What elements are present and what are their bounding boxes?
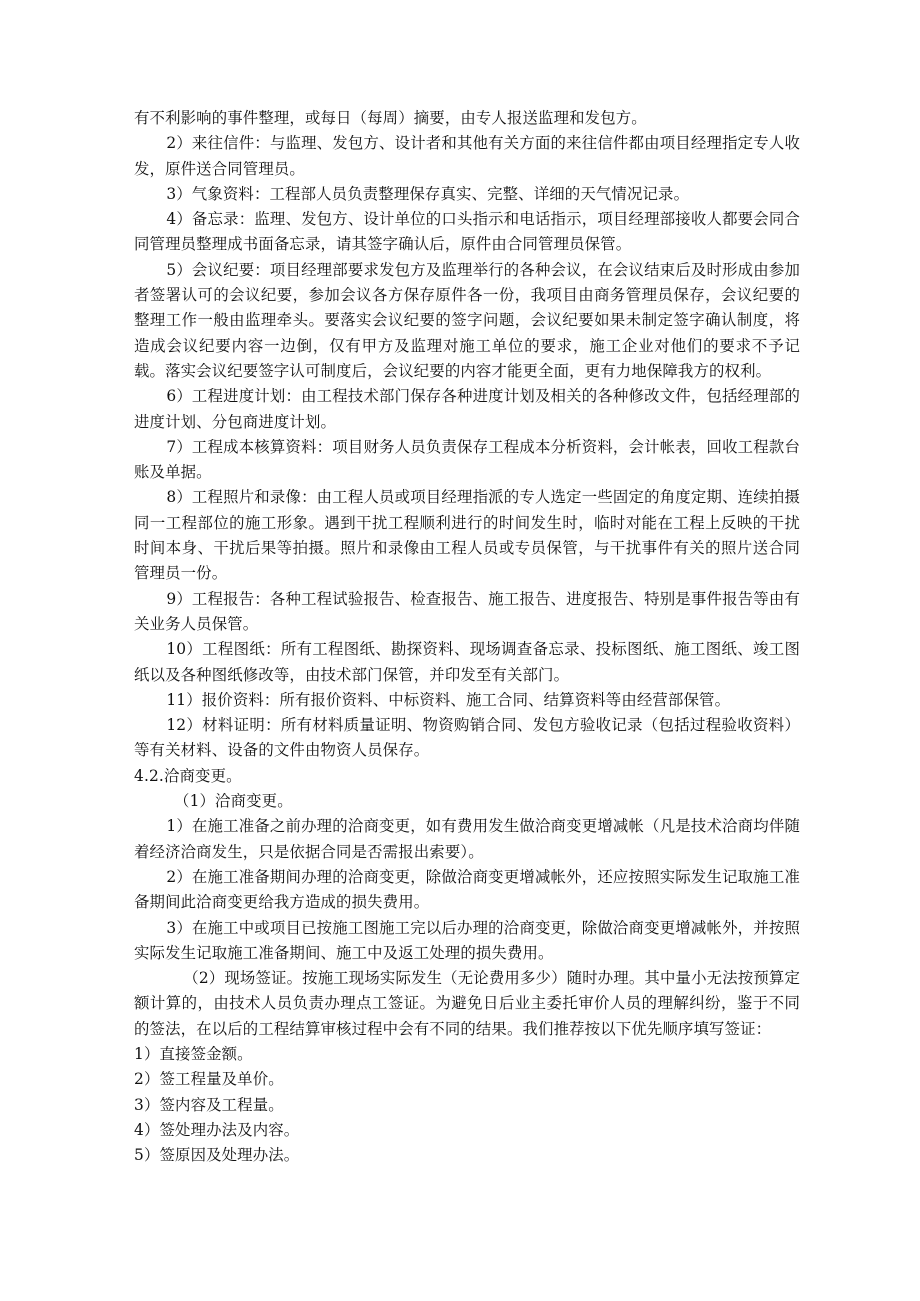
list-item: 5）签原因及处理办法。: [134, 1146, 300, 1165]
list-item: 3）签内容及工程量。: [134, 1095, 284, 1114]
document-body: [134, 106, 800, 1168]
list-item: 1）直接签金额。: [134, 1044, 253, 1063]
paragraph: 1）在施工准备之前办理的洽商变更，如有费用发生做洽商变更增减帐（凡是技术洽商均伴随着经济洽商发生，只是依据合同是否需报出索要）。: [134, 817, 800, 861]
paragraph: 3）气象资料：工程部人员负责整理保存真实、完整、详细的天气情况记录。: [166, 184, 690, 203]
paragraph: 4）备忘录：监理、发包方、设计单位的口头指示和电话指示，项目经理部接收人都要会同合同管理员整理成书面备忘录，请其签字确认后，原件由合同管理员保管。: [134, 210, 800, 254]
paragraph: 10）工程图纸：所有工程图纸、勘探资料、现场调查备忘录、投标图纸、施工图纸、竣工图纸以及各种图纸修改等，由技术部门保管，并印发至有关部门。: [134, 640, 800, 684]
paragraph: 12）材料证明：所有材料质量证明、物资购销合同、发包方验收记录（包括过程验收资料）等有关材料、设备的文件由物资人员保存。: [134, 716, 800, 760]
paragraph: 6）工程进度计划：由工程技术部门保存各种进度计划及相关的各种修改文件，包括经理部的进度计划、分包商进度计划。: [134, 387, 800, 431]
section-heading: 4.2.洽商变更。: [134, 766, 242, 785]
paragraph: 有不利影响的事件整理，或每日（每周）摘要，由专人报送监理和发包方。: [134, 109, 647, 127]
list-item: 4）签处理办法及内容。: [134, 1120, 300, 1139]
paragraph: 2）在施工准备期间办理的洽商变更，除做洽商变更增减帐外，还应按照实际发生记取施工准备期间此洽商变更给我方造成的损失费用。: [134, 867, 800, 912]
paragraph: 8）工程照片和录像：由工程人员或项目经理指派的专人选定一些固定的角度定期、连续拍摄同一工程部位的施工形象。遇到干扰工程顺利进行的时间发生时，临时对能在工程上反映的干扰时间本身、干扰后果等拍摄。照片和录像由工程人员或专员保管，与干扰事件有关的照片送合同管理员一份。: [134, 488, 800, 583]
sub-heading: （1）洽商变更。: [174, 792, 293, 811]
paragraph: 5）会议纪要：项目经理部要求发包方及监理举行的各种会议，在会议结束后及时形成由参加者签署认可的会议纪要，参加会议各方保存原件各一份，我项目由商务管理员保存，会议纪要的整理工作一般由监理牵头。要落实会议纪要的签字问题，会议纪要如果未制定签字确认制度，将造成会议纪要内容一边倒，仅有甲方及监理对施工单位的要求，施工企业对他们的要求不予记载。落实会议纪要签字认可制度后，会议纪要的内容才能更全面，更有力地保障我方的权利。: [134, 260, 800, 380]
paragraph: 9）工程报告：各种工程试验报告、检查报告、施工报告、进度报告、特别是事件报告等由有关业务人员保管。: [134, 589, 800, 633]
paragraph: （2）现场签证。按施工现场实际发生（无论费用多少）随时办理。其中量小无法按预算定额计算的，由技术人员负责办理点工签证。为避免日后业主委托审价人员的理解纠纷，鉴于不同的签法，在以后的工程结算审核过程中会有不同的结果。我们推荐按以下优先顺序填写签证：: [134, 969, 800, 1038]
paragraph: 2）来往信件：与监理、发包方、设计者和其他有关方面的来往信件都由项目经理指定专人收发，原件送合同管理员。: [134, 134, 800, 178]
paragraph: 7）工程成本核算资料：项目财务人员负责保存工程成本分析资料，会计帐表，回收工程款台账及单据。: [134, 437, 800, 482]
paragraph: 3）在施工中或项目已按施工图施工完以后办理的洽商变更，除做洽商变更增减帐外，并按照实际发生记取施工准备期间、施工中及返工处理的损失费用。: [134, 918, 800, 962]
paragraph: 11）报价资料：所有报价资料、中标资料、施工合同、结算资料等由经营部保管。: [166, 690, 731, 709]
list-item: 2）签工程量及单价。: [134, 1070, 284, 1089]
